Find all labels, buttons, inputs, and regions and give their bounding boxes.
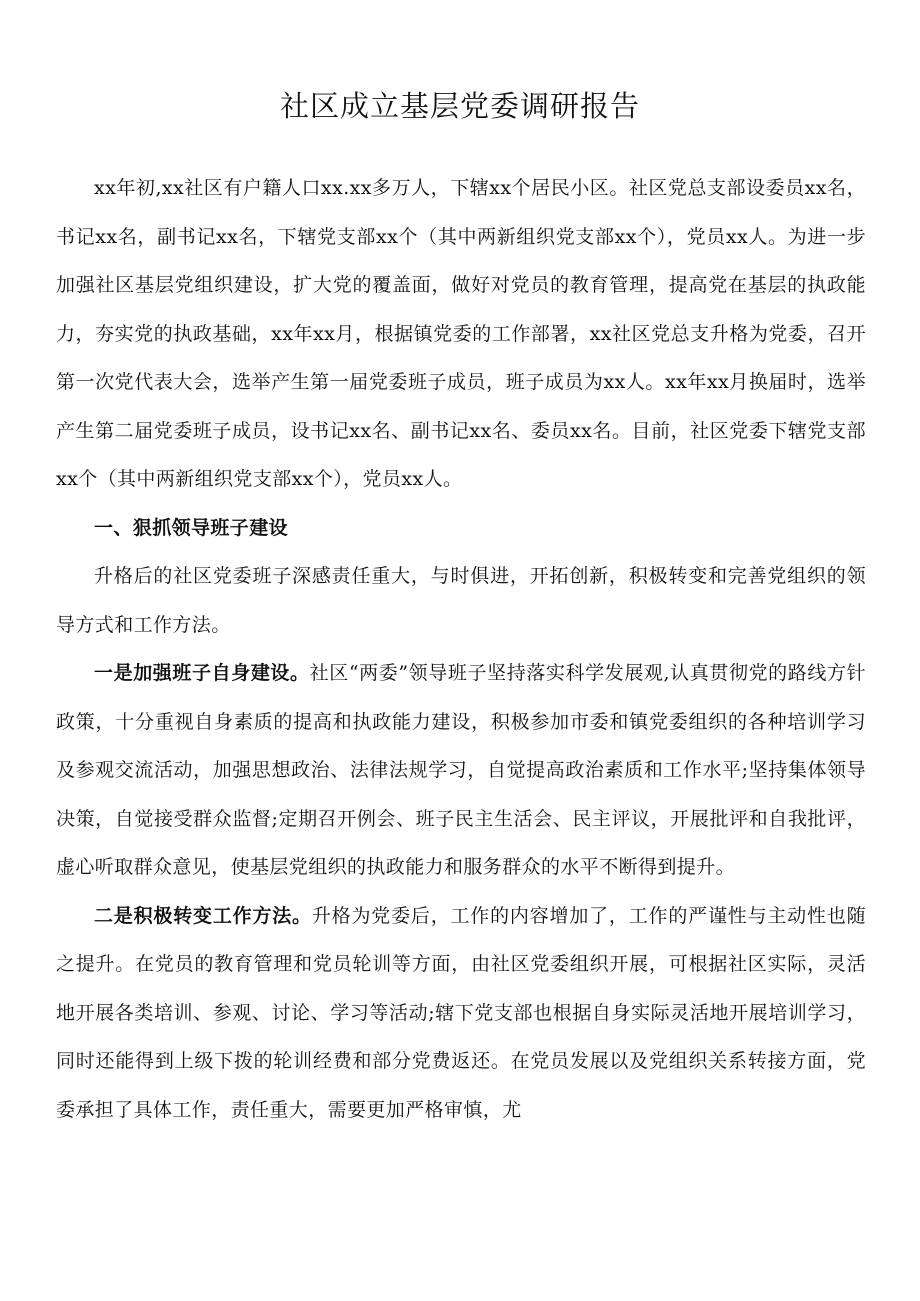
section1-intro-paragraph: 升格后的社区党委班子深感责任重大，与时俱进，开拓创新，积极转变和完善党组织的领导方式和工作方法。 xyxy=(56,565,866,636)
point-1-text: 社区“两委”领导班子坚持落实科学发展观,认真贯彻党的路线方针政策，十分重视自身素质的提高和执政能力建设，积极参加市委和镇党委组织的各种培训学习及参观交流活动，加强思想政治、法律法规学习，自觉提高政治素质和工作水平;坚持集体领导决策，自觉接受群众监督;定期召开例会、班子民主生活会、民主评议，开展批评和自我批评，虚心听取群众意见，使基层党组织的执政能力和服务群众的水平不断得到提升。 xyxy=(56,662,866,878)
document-body xyxy=(56,164,866,1134)
point-2-lead: 二是积极转变工作方法。 xyxy=(94,904,312,927)
point-2-paragraph xyxy=(56,892,866,1135)
point-1-lead: 一是加强班子自身建设。 xyxy=(94,662,310,684)
section-heading-1: 一、狠抓领导班子建设 xyxy=(94,516,289,539)
point-2-text: 升格为党委后，工作的内容增加了，工作的严谨性与主动性也随之提升。在党员的教育管理和党员轮训等方面，由社区党委组织开展，可根据社区实际，灵活地开展各类培训、参观、讨论、学习等活动;辖下党支部也根据自身实际灵活地开展培训学习，同时还能得到上级下拨的轮训经费和部分党费返还。在党员发展以及党组织关系转接方面，党委承担了具体工作，责任重大，需要更加严格审慎，尤 xyxy=(56,904,866,1121)
point-1-paragraph xyxy=(56,649,866,892)
intro-paragraph: xx年初,xx社区有户籍人口xx.xx多万人，下辖xx个居民小区。社区党总支部设委员xx名，书记xx名，副书记xx名，下辖党支部xx个（其中两新组织党支部xx个），党员xx人。为进一步加强社区基层党组织建设，扩大党的覆盖面，做好对党员的教育管理，提高党在基层的执政能力，夯实党的执政基础，xx年xx月，根据镇党委的工作部署，xx社区党总支升格为党委，召开第一次党代表大会，选举产生第一届党委班子成员，班子成员为xx人。xx年xx月换届时，选举产生第二届党委班子成员，设书记xx名、副书记xx名、委员xx名。目前，社区党委下辖党支部xx个（其中两新组织党支部xx个），党员xx人。 xyxy=(56,177,866,490)
document-title: 社区成立基层党委调研报告 xyxy=(279,89,640,123)
